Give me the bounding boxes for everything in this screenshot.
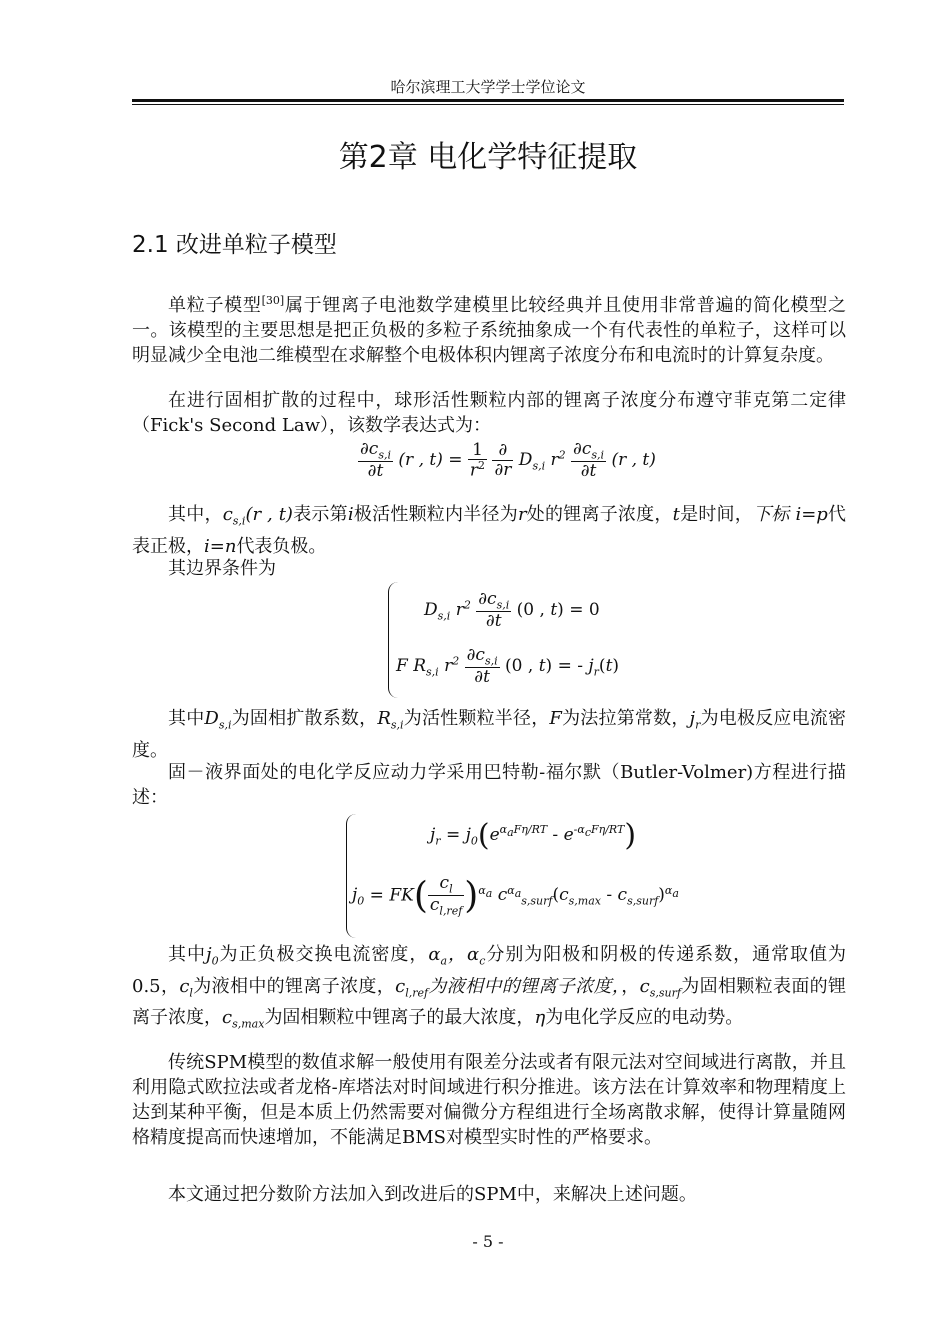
paragraph-traditional-spm: 传统SPM模型的数值求解一般使用有限差分法或者有限元法对空间域进行离散，并且利用隐式欧拉法或者龙格-库塔法对时间域进行积分推进。该方法在计算效率和物理精度上达到某种平衡，但是本质上仍然需要对偏微分方程组进行全场离散求解，使得计算量随网格精度提高而快速增加，不能满足BMS对模型实时性的严格要求。: [132, 1052, 846, 1148]
section-title: 2.1 改进单粒子模型: [132, 232, 337, 258]
para5-text-d: 为法拉第常数，: [561, 708, 690, 729]
equation-boundary-1: $D_{s,i}$ $r^2$ $\frac{\partial c_{s,i}}{\partial t}$ (0 , t) = 0: [424, 589, 600, 632]
paragraph-fick-law: 在进行固相扩散的过程中，球形活性颗粒内部的锂离子浓度分布遵守菲克第二定律（Fick's Second Law），该数学表达式为：: [132, 390, 846, 436]
symbol-csmax: $c_{s,max}$: [222, 1007, 265, 1031]
symbol-i: i: [347, 504, 354, 525]
para1-text-a: 单粒子模型: [168, 295, 262, 316]
para3-text-j: 代表负极。: [236, 535, 327, 557]
paragraph-this-work: 本文通过把分数阶方法加入到改进后的SPM中，来解决上述问题。: [168, 1184, 697, 1205]
symbol-rsi: $R_{s,i}$: [377, 708, 404, 732]
paragraph-bv-variables: 其中$j_0$为正负极交换电流密度，$\alpha_a$，$\alpha_c$分别为阳极和阴极的传递系数，通常取值为0.5，$c_l$为液相中的锂离子浓度，$c_{l,ref}$为液相中的锂离子浓度，，$c_{s,surf}$为固相颗粒表面的锂离子浓度，$c_{s,max}$为固相颗粒中锂离子的最大浓度，η为电化学反应的电动势。: [132, 944, 847, 1031]
symbol-f: F: [549, 708, 562, 729]
para7-text-e: 为液相中的锂离子浓度，: [428, 975, 622, 997]
para7-text-h: 为电化学反应的电动势。: [545, 1007, 744, 1029]
symbol-clref: $c_{l,ref}$: [395, 975, 429, 1000]
para3-text-b: 表示第: [292, 504, 348, 525]
symbol-cl: $c_l$: [179, 975, 193, 1000]
header-rule-thin: [132, 104, 844, 105]
symbol-dsi: $D_{s,i}$: [204, 708, 232, 732]
symbol-csi: $c_{s,i}(r$ , t): [222, 504, 293, 528]
para7-text-b: 为正负极交换电流密度，: [218, 944, 429, 965]
para5-text-e: 为电极反应电流密度。: [132, 708, 847, 761]
symbol-jr: $j_r$: [689, 708, 701, 732]
para7-text-f: 为固相颗粒表面的锂离子浓度，: [132, 975, 847, 1029]
subscript-label: 下标: [753, 504, 796, 525]
equation-bv-2: $j_0 = FK$( $\frac{c_l}{c_{l,ref}}$ )$^{\alpha_a}$ $c^{\alpha_a}_{s,surf}(c_{s,max} - c_{s,surf})^{\alpha_a}$: [352, 873, 679, 918]
para3-text-a: 其中，: [168, 504, 223, 525]
para5-text-b: 为固相扩散系数，: [231, 708, 378, 729]
equation-boundary-2: F $R_{s,i}$ $r^2$ $\frac{\partial c_{s,i}}{\partial t}$ (0 , t) = - $j_r(t)$: [396, 645, 620, 688]
symbol-j0: $j_0$: [205, 944, 219, 968]
symbol-cssurf: $c_{s,surf}$: [639, 975, 681, 1000]
para3-text-h: 代表正极，: [132, 504, 847, 557]
para5-text-c: 为活性颗粒半径，: [403, 708, 550, 729]
citation: [30]: [261, 294, 285, 307]
paragraph-boundary-intro: 其边界条件为: [168, 558, 276, 579]
paragraph-butler-volmer: 固－液界面处的电化学反应动力学采用巴特勒-福尔默（Butler-Volmer)方程进行描述：: [132, 762, 846, 808]
chapter-title: 第2章 电化学特征提取: [338, 140, 638, 175]
para1-text-b: 属于锂离子电池数学建模里比较经典并且使用非常普遍的简化模型之一。该模型的主要思想是把正负极的多粒子系统抽象成一个有代表性的单粒子，这样可以明显减少全电池二维模型在求解整个电极体积内锂离子浓度分布和电流时的计算复杂度。: [132, 295, 847, 366]
symbol-i-n: i=n: [204, 535, 237, 557]
para3-text-e: 是时间，: [679, 504, 754, 525]
para7-text-d: 为液相中的锂离子浓度，: [192, 975, 396, 997]
symbol-eta: η: [534, 1007, 546, 1029]
para7-text-c: 分别为阳极和阴极的传递系数，通常取值为0.5，: [132, 944, 847, 997]
symbol-alpha: $\alpha_a$，$\alpha_c$: [428, 944, 486, 968]
running-header: 哈尔滨理工大学学士学位论文: [390, 78, 586, 96]
para7-text-g: 为固相颗粒中锂离子的最大浓度，: [264, 1007, 535, 1029]
equation-bv-1: $j_r = j_0(e^{\alpha_aF\eta/RT} - e^{-\alpha_cF\eta/RT})$: [430, 818, 637, 853]
paragraph-parameters: [132, 706, 846, 763]
paragraph-variable-definition: [132, 502, 846, 559]
header-rule-thick: [132, 99, 844, 102]
para5-text-a: 其中: [168, 708, 205, 729]
symbol-r: r: [517, 504, 527, 525]
para3-text-c: 极活性颗粒内半径为: [353, 504, 518, 525]
page-number: - 5 -: [472, 1232, 504, 1251]
para7-text-a: 其中: [168, 944, 206, 965]
para3-text-d: 处的锂离子浓度，: [526, 504, 673, 525]
symbol-t: t: [672, 504, 680, 525]
equation-fick: $\frac{\partial c_{s,i}}{\partial t}$ (r , t) = $\frac{1}{r^2}$ $\frac{\partial}{\partial r}$ $D_{s,i}$ $r^2$ $\frac{\partial c_{s,i}}{\partial t}$ (r , t): [360, 439, 656, 482]
symbol-i-p: i=p: [795, 504, 828, 525]
paragraph-spm-intro: [132, 288, 846, 368]
